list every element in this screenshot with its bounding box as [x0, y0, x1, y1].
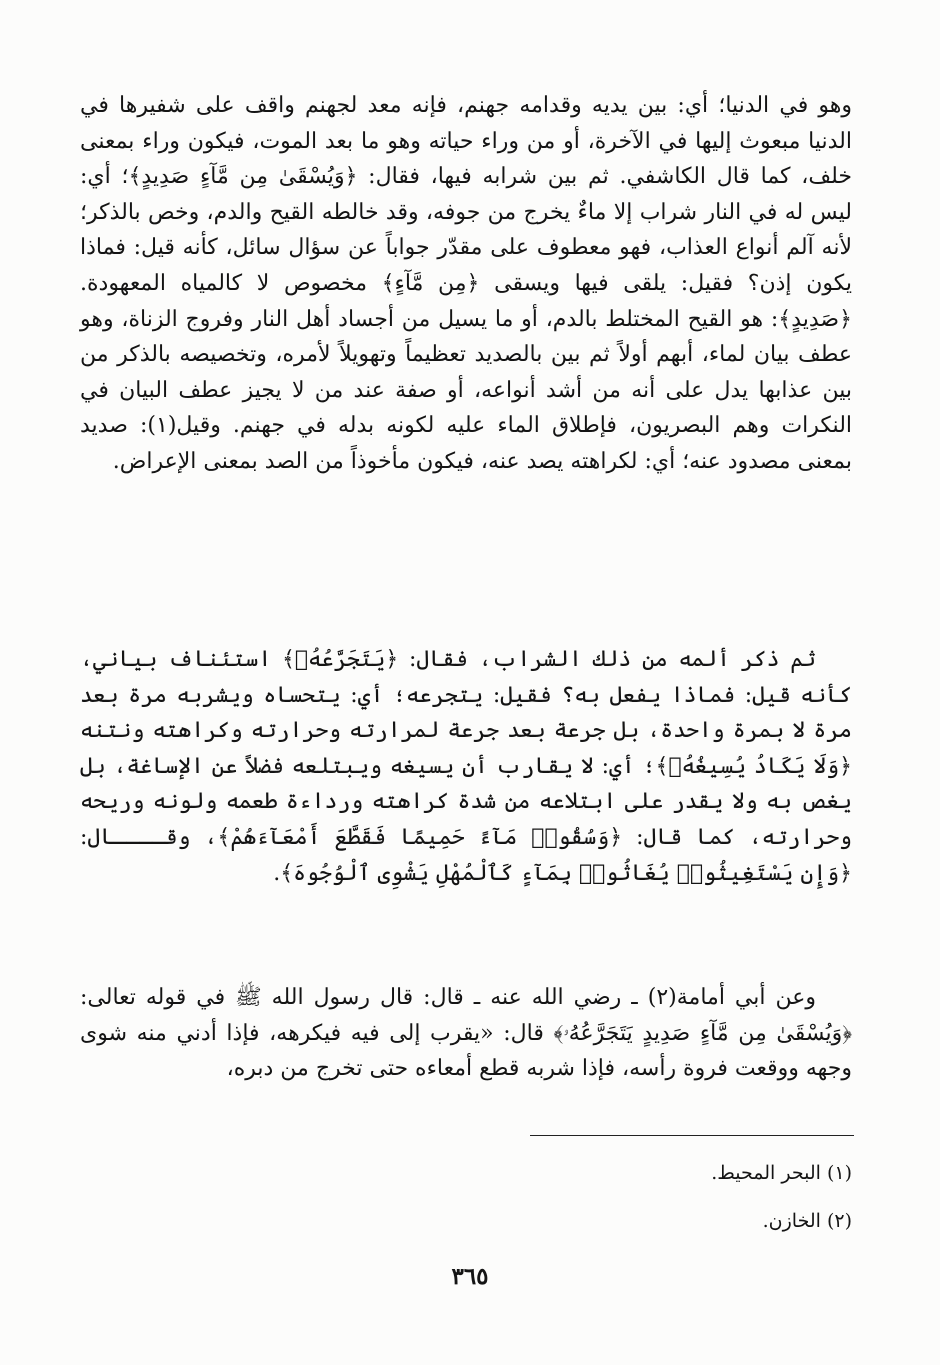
- page-number: ٣٦٥: [451, 1263, 489, 1290]
- footnote-2: (٢) الخازن.: [762, 1210, 852, 1232]
- footnote-separator: [530, 1135, 854, 1136]
- paragraph-2-text: [80, 642, 852, 891]
- paragraph-3-content: وعن أبي أمامة(٢) ـ رضي الله عنه ـ قال: قال رسول الله ﷺ في قوله تعالى: ﴿وَيُسْقَىٰ مِن مَّآءٍ صَدِيدٍ يَتَجَرَّعُهُۥ﴾ قال: «يقرب إلى فيه فيكرهه، فإذا أدني منه شوى وجهه ووقعت فروة رأسه، فإذا شربه قطع أمعاءه حتى تخرج من دبره،: [80, 985, 852, 1082]
- paragraph-2-content: ثم ذكر ألمه من ذلك الشراب، فقال: ﴿يَتَجَرَّعُهُۥ﴾ استئناف بياني، كأنه قيل: فماذا يفعل به؟ فقيل: يتجرعه؛ أي: يتحساه ويشربه مرة بعد مرة لا بمرة واحدة، بل جرعة بعد جرعة لمرارته وحرارته وكراهته ونتنه ﴿وَلَا يَكَادُ يُسِيغُهُۥ﴾؛ أي: لا يقارب أن يسيغه ويبتلعه فضلاً عن الإساغة، بل يغص به ولا يقدر على ابتلاعه من شدة كراهته ورداءة طعمه ولونه وريحه وحرارته، كما قال: ﴿وَسُقُوا۟ مَآءً حَمِيمًا فَقَطَّعَ أَمْعَآءَهُمْ﴾، وقــــال: ﴿وَإِن يَسْتَغِيثُوا۟ يُغَاثُوا۟ بِمَآءٍ كَٱلْمُهْلِ يَشْوِى ٱلْوُجُوهَ﴾.: [80, 647, 852, 886]
- paragraph-3-text: [80, 980, 852, 1087]
- paragraph-2: [80, 642, 852, 891]
- paragraph-1-text: وهو في الدنيا؛ أي: بين يديه وقدامه جهنم، فإنه معد لجهنم واقف على شفيرها في الدنيا مبعوث إليها في الآخرة، أو من وراء حياته وهو ما بعد الموت، فيكون وراء بمعنى خلف، كما قال الكاشفي. ثم بين شرابه فيها، فقال: ﴿وَيُسْقَىٰ مِن مَّآءٍ صَدِيدٍ﴾؛ أي: ليس له في النار شراب إلا ماءٌ يخرج من جوفه، وقد خالطه القيح والدم، وخص بالذكر؛ لأنه آلم أنواع العذاب، فهو معطوف على مقدّر جواباً عن سؤال سائل، كأنه قيل: فماذا يكون إذن؟ فقيل: يلقى فيها ويسقى ﴿مِن مَّآءٍ﴾ مخصوص لا كالمياه المعهودة. ﴿صَدِيدٍ﴾: هو القيح المختلط بالدم، أو ما يسيل من أجساد أهل النار وفروج الزناة، وهو عطف بيان لماء، أبهم أولاً ثم بين بالصديد تعظيماً وتهويلاً لأمره، وتخصيصه بالذكر من بين عذابها يدل على أنه من أشد أنواعه، أو صفة عند من لا يجيز عطف البيان في النكرات وهم البصريون، فإطلاق الماء عليه لكونه بدله في جهنم. وقيل(١): صديد بمعنى مصدود عنه؛ أي: لكراهته يصد عنه، فيكون مأخوذاً من الصد بمعنى الإعراض.: [80, 93, 853, 474]
- footnote-1: (١) البحر المحيط.: [711, 1162, 852, 1184]
- paragraph-1: [80, 88, 852, 480]
- paragraph-3: [80, 980, 852, 1087]
